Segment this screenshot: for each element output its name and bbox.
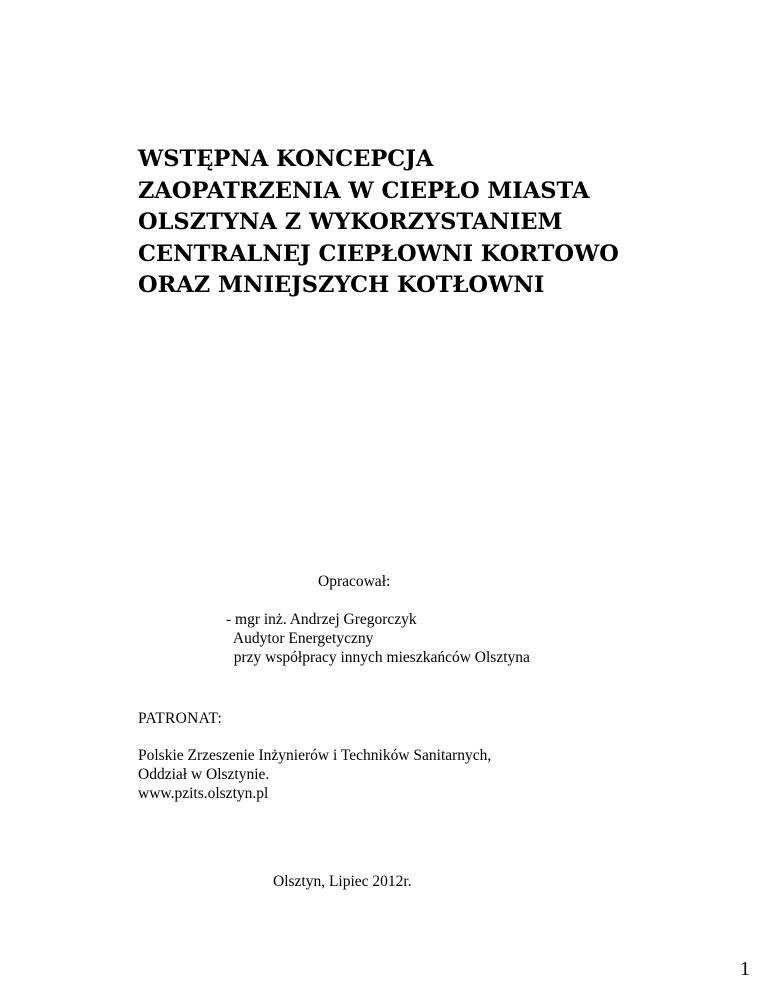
patronage-label: PATRONAT: xyxy=(138,710,223,727)
prepared-by-label: Opracował: xyxy=(318,573,391,590)
page-number: 1 xyxy=(740,958,750,980)
title-line: WSTĘPNA KONCEPCJA xyxy=(138,146,434,172)
patron-org-branch: Oddział w Olsztynie. xyxy=(138,766,270,783)
author-role: Audytor Energetyczny xyxy=(226,630,374,647)
place-and-date: Olsztyn, Lipiec 2012r. xyxy=(273,873,412,890)
title-line: CENTRALNEJ CIEPŁOWNI KORTOWO xyxy=(138,240,619,267)
document-title xyxy=(138,144,698,302)
title-line: ZAOPATRZENIA W CIEPŁO MIASTA xyxy=(138,177,590,204)
patron-organization xyxy=(138,746,491,803)
author-list xyxy=(226,610,530,667)
author-name: - mgr inż. Andrzej Gregorczyk xyxy=(226,611,417,628)
title-line: OLSZTYNA Z WYKORZYSTANIEM xyxy=(138,209,563,235)
author-collaborators: przy współpracy innych mieszkańców Olsztyna xyxy=(226,649,530,666)
patron-org-website: www.pzits.olsztyn.pl xyxy=(138,785,269,802)
patron-org-name: Polskie Zrzeszenie Inżynierów i Techników Sanitarnych, xyxy=(138,747,492,764)
title-line: ORAZ MNIEJSZYCH KOTŁOWNI xyxy=(138,272,545,298)
